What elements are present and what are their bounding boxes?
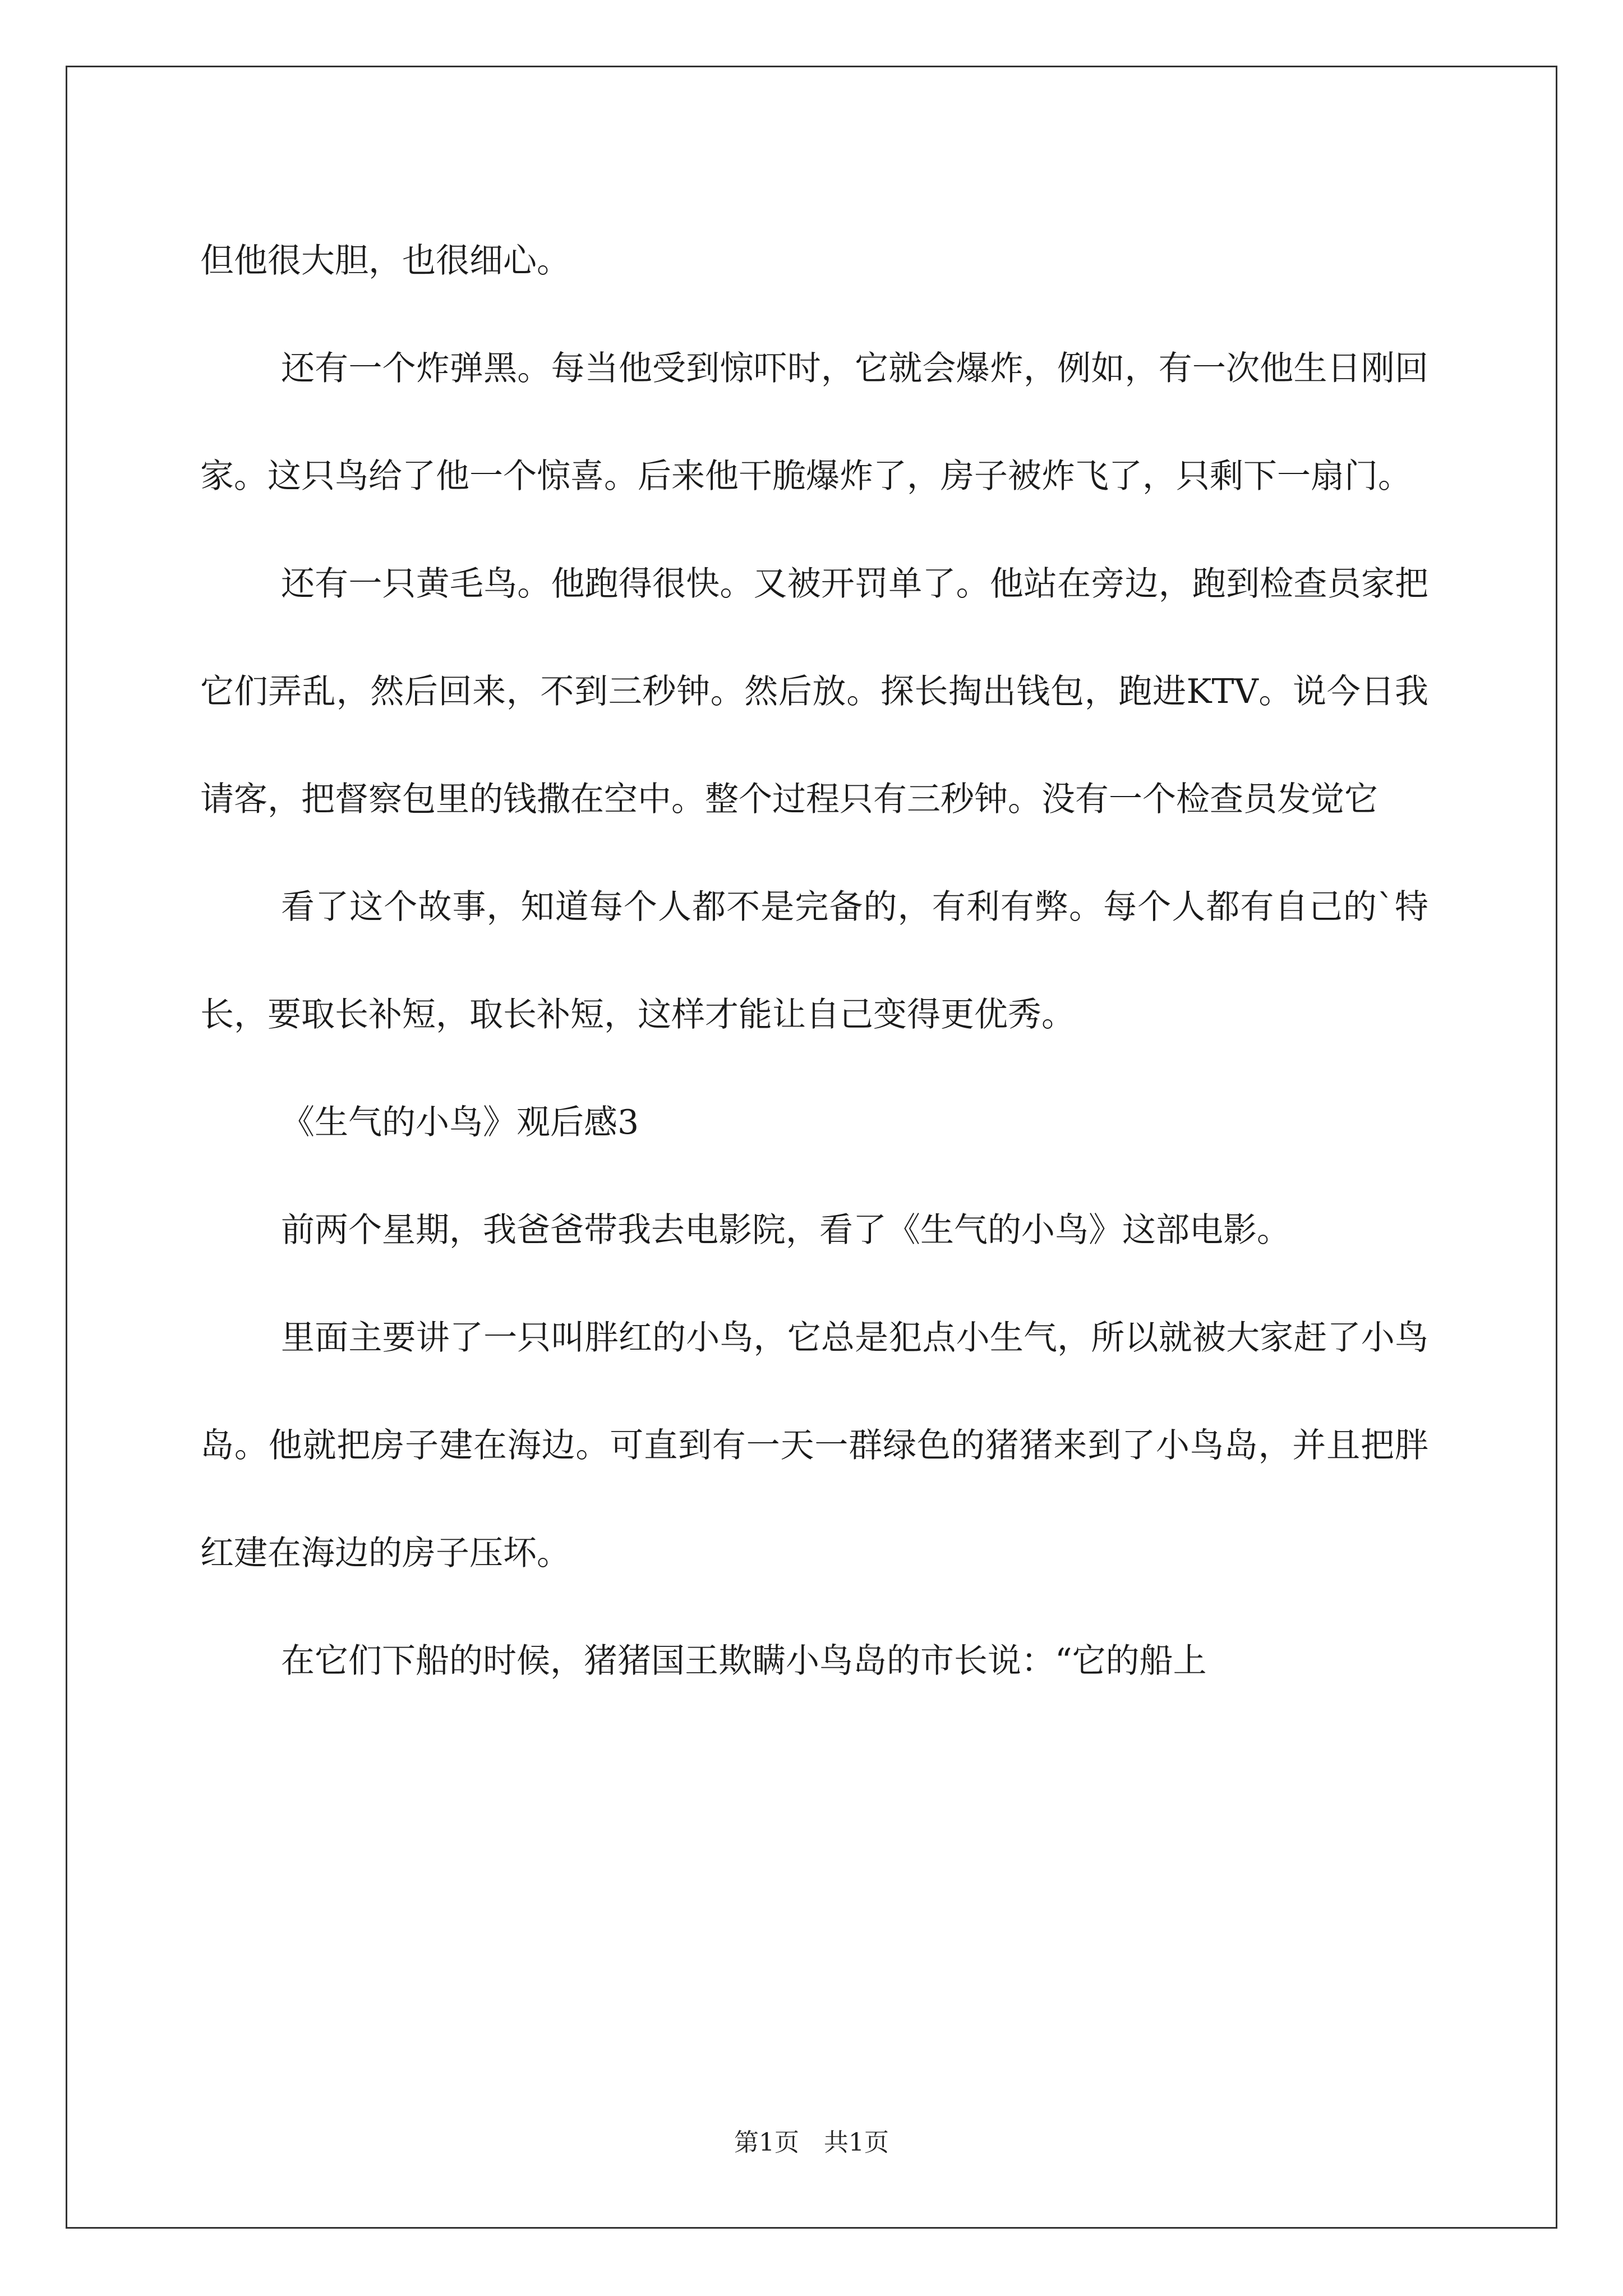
paragraph-5: 前两个星期，我爸爸带我去电影院，看了《生气的小鸟》这部电影。 (281, 1211, 1290, 1250)
paragraph-6: 里面主要讲了一只叫胖红的小鸟，它总是犯点小生气，所以就被大家赶了小鸟岛。他就把房子建在海边。可直到有一天一群绿色的猪猪来到了小鸟岛，并且把胖红建在海边的房子压坏。 (200, 1318, 1428, 1573)
paragraph-2: 还有一个炸弹黑。每当他受到惊吓时，它就会爆炸，例如，有一次他生日刚回家。这只鸟给了他一个惊喜。后来他干脆爆炸了，房子被炸飞了，只剩下一扇门。 (200, 349, 1428, 496)
section-heading: 《生气的小鸟》观后感3 (281, 1103, 639, 1142)
paragraph-7: 在它们下船的时候，猪猪国王欺瞒小鸟岛的市长说：“它的船上 (281, 1641, 1207, 1681)
paragraph-1: 但他很大胆，也很细心。 (200, 241, 570, 280)
paragraph-4: 看了这个故事，知道每个人都不是完备的，有利有弊。每个人都有自己的`特长，要取长补短，取长补短，这样才能让自己变得更优秀。 (200, 887, 1428, 1034)
page-footer: 第1页 共1页 (734, 2128, 889, 2157)
paragraph-3: 还有一只黄毛鸟。他跑得很快。又被开罚单了。他站在旁边，跑到检查员家把它们弄乱，然后回来，不到三秒钟。然后放。探长掏出钱包，跑进KTV。说今日我请客，把督察包里的钱撒在空中。整个过程只有三秒钟。没有一个检查员发觉它 (200, 564, 1428, 819)
document-body (200, 207, 1428, 1715)
